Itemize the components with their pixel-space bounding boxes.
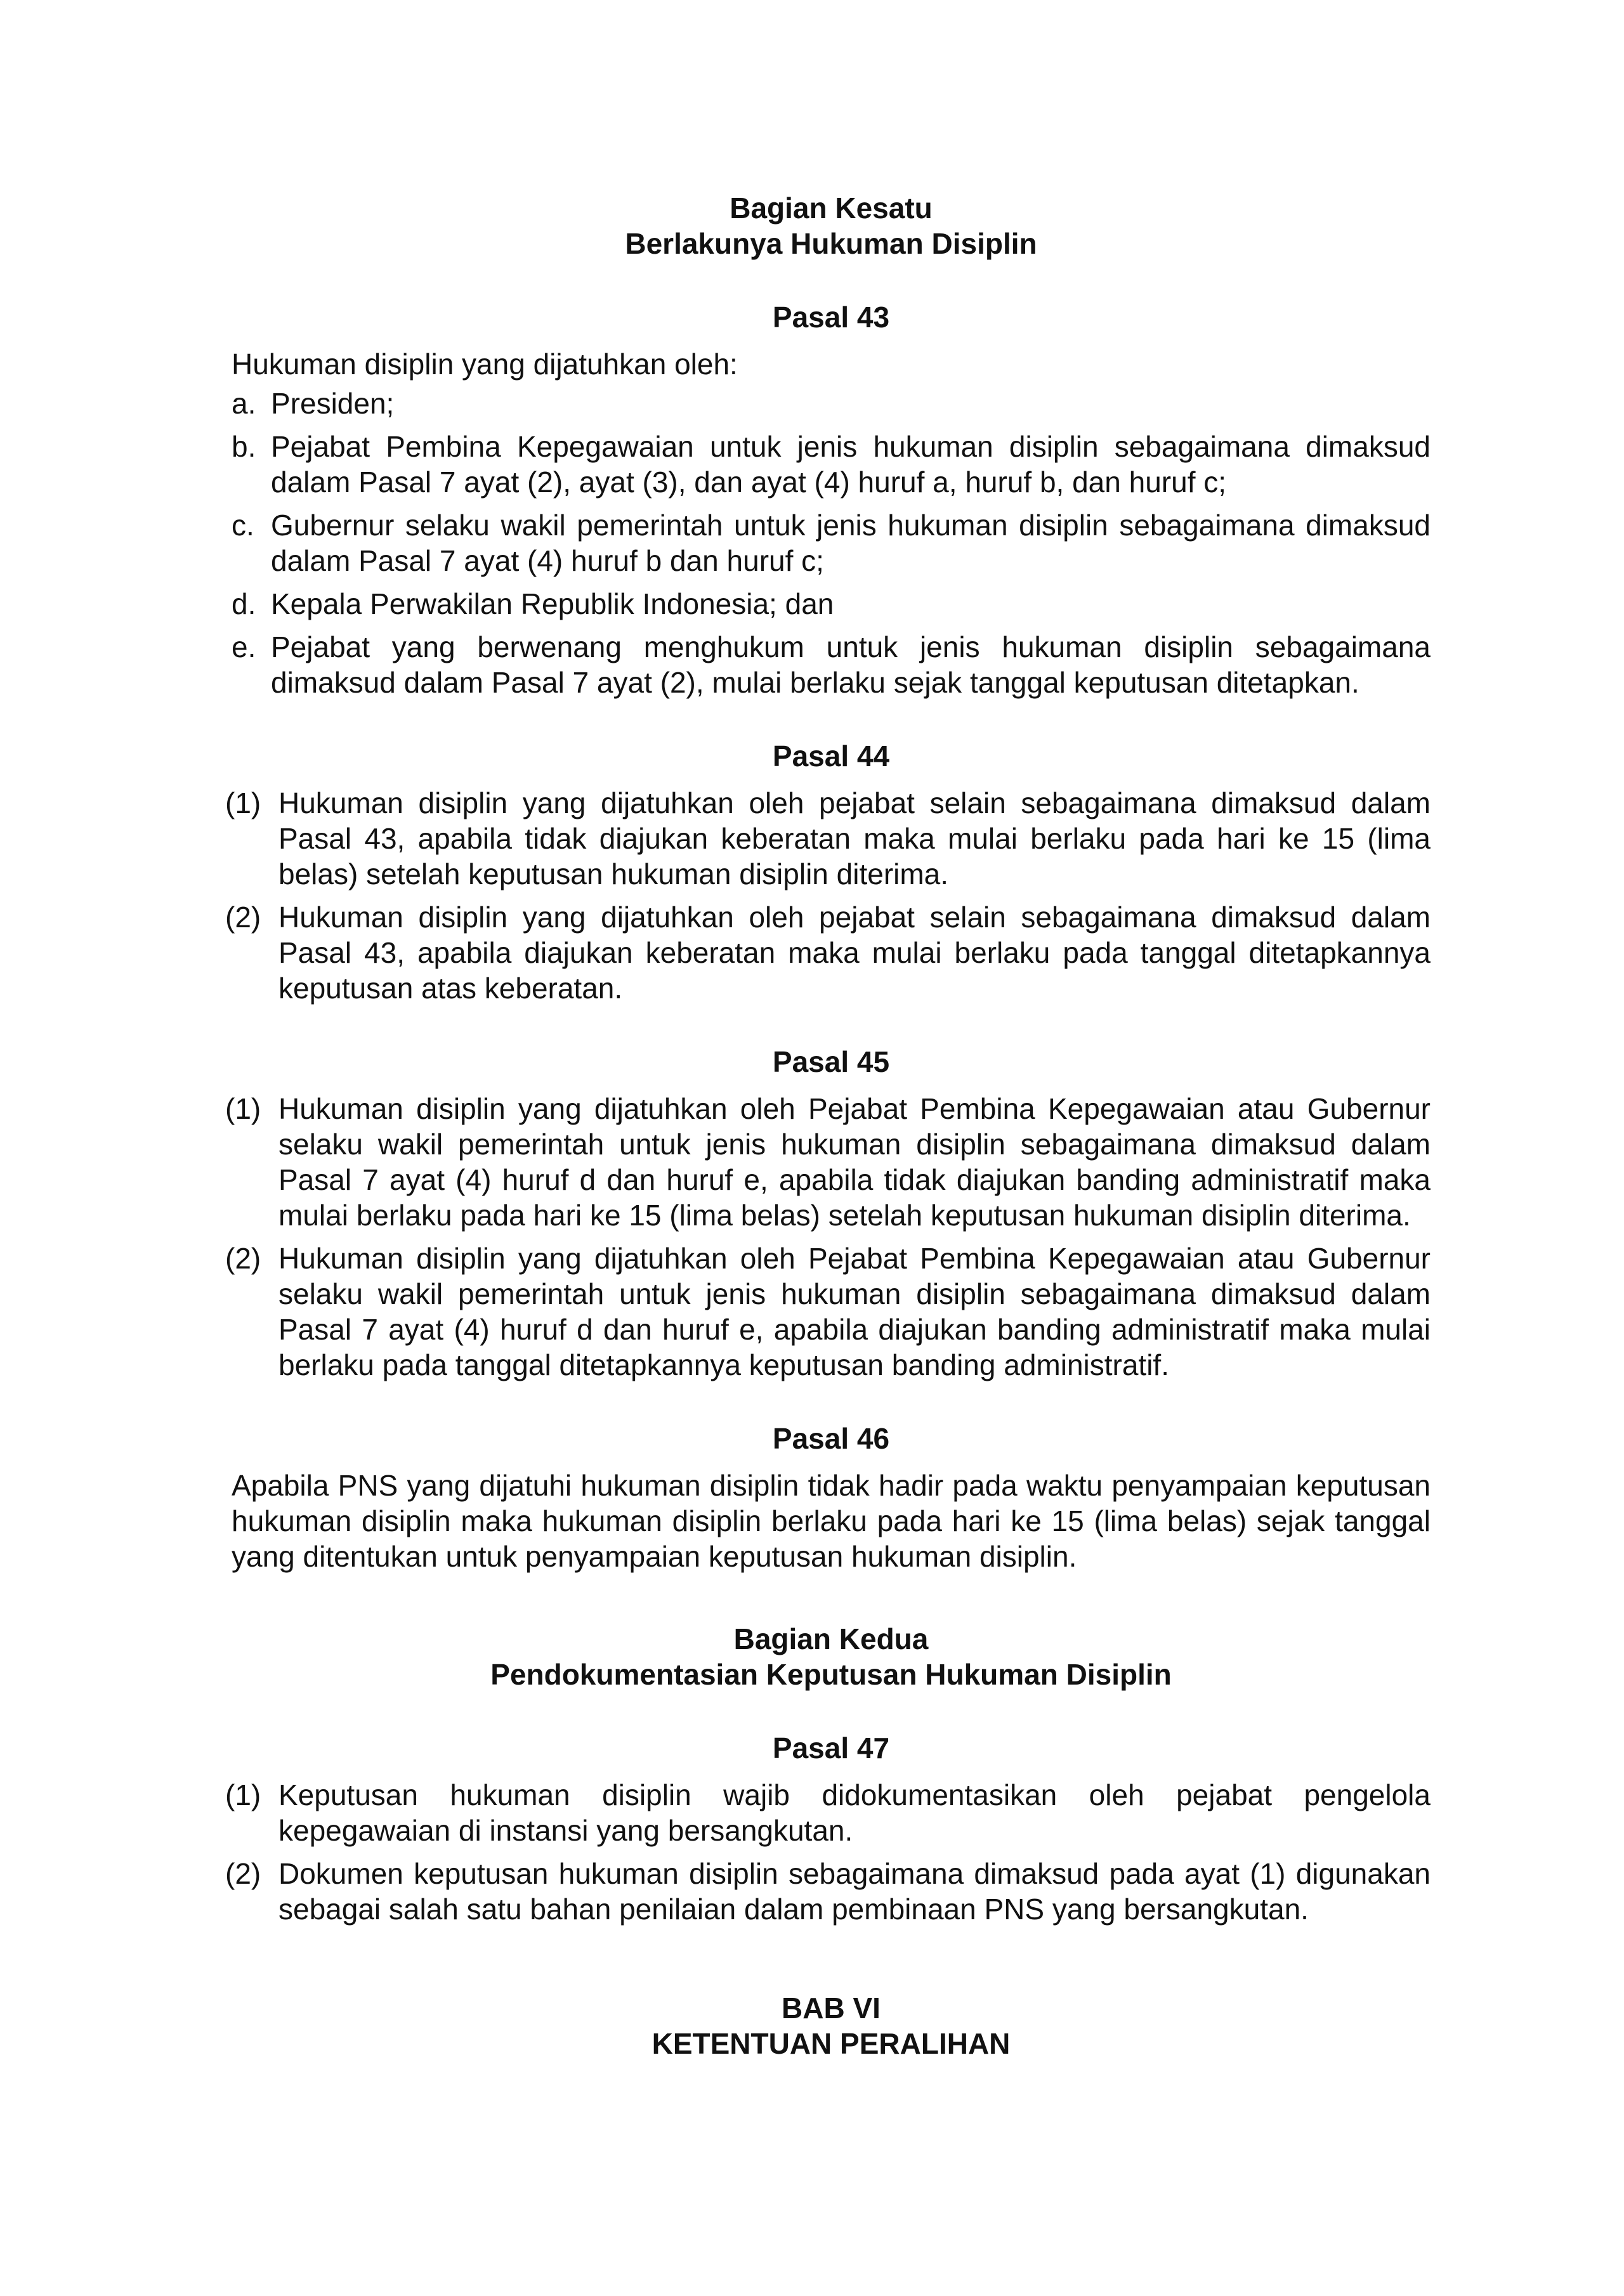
item-text: Kepala Perwakilan Republik Indonesia; dan: [271, 587, 834, 620]
pasal-47-list: [225, 1777, 1431, 1927]
item-text: Hukuman disiplin yang dijatuhkan oleh Pejabat Pembina Kepegawaian atau Gubernur selaku wakil pemerintah untuk jenis hukuman disiplin sebagaimana dimaksud dalam Pasal 7 ayat (4) huruf d dan huruf e, apabila tidak diajukan banding administratif maka mulai berlaku pada hari ke 15 (lima belas) setelah keputusan hukuman disiplin diterima.: [278, 1092, 1431, 1232]
pasal-46-title: Pasal 46: [772, 1422, 890, 1455]
pasal-45-title: Pasal 45: [772, 1045, 890, 1078]
list-item: [225, 1241, 1431, 1383]
item-marker: e.: [232, 630, 256, 663]
document-body: [225, 190, 1431, 2061]
item-marker: c.: [232, 509, 254, 542]
pasal-43-title: Pasal 43: [772, 301, 890, 334]
list-item: [232, 586, 1431, 622]
list-item: [225, 785, 1431, 892]
item-marker: (2): [225, 1242, 261, 1275]
item-marker: (1): [225, 786, 261, 819]
list-item: [232, 629, 1431, 700]
bagian-kesatu-label: Bagian Kesatu: [730, 192, 933, 225]
item-marker: (2): [225, 901, 261, 934]
list-item: [225, 899, 1431, 1006]
list-item: [225, 1856, 1431, 1927]
pasal-43-intro: Hukuman disiplin yang dijatuhkan oleh:: [232, 348, 738, 381]
item-text: Hukuman disiplin yang dijatuhkan oleh pejabat selain sebagaimana dimaksud dalam Pasal 43, apabila tidak diajukan keberatan maka mulai berlaku pada hari ke 15 (lima belas) setelah keputusan hukuman disiplin diterima.: [278, 786, 1431, 890]
item-marker: (1): [225, 1778, 261, 1811]
item-text: Gubernur selaku wakil pemerintah untuk jenis hukuman disiplin sebagaimana dimaksud dalam Pasal 7 ayat (4) huruf b dan huruf c;: [271, 509, 1431, 577]
bagian-kedua-label: Bagian Kedua: [733, 1622, 929, 1655]
list-item: [225, 1091, 1431, 1233]
item-text: Hukuman disiplin yang dijatuhkan oleh Pejabat Pembina Kepegawaian atau Gubernur selaku wakil pemerintah untuk jenis hukuman disiplin sebagaimana dimaksud dalam Pasal 7 ayat (4) huruf d dan huruf e, apabila diajukan banding administratif maka mulai berlaku pada tanggal ditetapkannya keputusan banding administratif.: [278, 1242, 1431, 1381]
bagian-kesatu-heading: [232, 190, 1431, 261]
pasal-44-list: [225, 785, 1431, 1006]
bab-vi-heading: [232, 1990, 1431, 2061]
list-item: [232, 429, 1431, 500]
bab-vi-label: BAB VI: [782, 1992, 881, 2025]
pasal-45-list: [225, 1091, 1431, 1383]
item-text: Hukuman disiplin yang dijatuhkan oleh pejabat selain sebagaimana dimaksud dalam Pasal 43, apabila diajukan keberatan maka mulai berlaku pada tanggal ditetapkannya keputusan atas keberatan.: [278, 901, 1431, 1005]
list-item: [232, 507, 1431, 578]
pasal-44-title: Pasal 44: [772, 740, 890, 773]
item-text: Presiden;: [271, 387, 395, 420]
pasal-47-title: Pasal 47: [772, 1732, 890, 1764]
bagian-kedua-title: Pendokumentasian Keputusan Hukuman Disiplin: [490, 1658, 1172, 1691]
item-text: Pejabat yang berwenang menghukum untuk jenis hukuman disiplin sebagaimana dimaksud dalam Pasal 7 ayat (2), mulai berlaku sejak tanggal keputusan ditetapkan.: [271, 630, 1431, 699]
pasal-43-list: [232, 386, 1431, 700]
item-marker: b.: [232, 430, 256, 463]
item-marker: a.: [232, 387, 256, 420]
item-marker: (2): [225, 1857, 261, 1890]
item-marker: d.: [232, 587, 256, 620]
list-item: [232, 386, 1431, 421]
pasal-46-text: Apabila PNS yang dijatuhi hukuman disiplin tidak hadir pada waktu penyampaian keputusan hukuman disiplin maka hukuman disiplin berlaku pada hari ke 15 (lima belas) sejak tanggal yang ditentukan untuk penyampaian keputusan hukuman disiplin.: [232, 1469, 1431, 1573]
item-text: Pejabat Pembina Kepegawaian untuk jenis hukuman disiplin sebagaimana dimaksud dalam Pasal 7 ayat (2), ayat (3), dan ayat (4) huruf a, huruf b, dan huruf c;: [271, 430, 1431, 499]
item-text: Dokumen keputusan hukuman disiplin sebagaimana dimaksud pada ayat (1) digunakan sebagai salah satu bahan penilaian dalam pembinaan PNS yang bersangkutan.: [278, 1857, 1431, 1926]
item-marker: (1): [225, 1092, 261, 1125]
list-item: [225, 1777, 1431, 1848]
item-text: Keputusan hukuman disiplin wajib didokumentasikan oleh pejabat pengelola kepegawaian di instansi yang bersangkutan.: [278, 1778, 1431, 1847]
bab-vi-title: KETENTUAN PERALIHAN: [652, 2027, 1011, 2060]
bagian-kedua-heading: [232, 1621, 1431, 1692]
bagian-kesatu-title: Berlakunya Hukuman Disiplin: [625, 227, 1037, 260]
